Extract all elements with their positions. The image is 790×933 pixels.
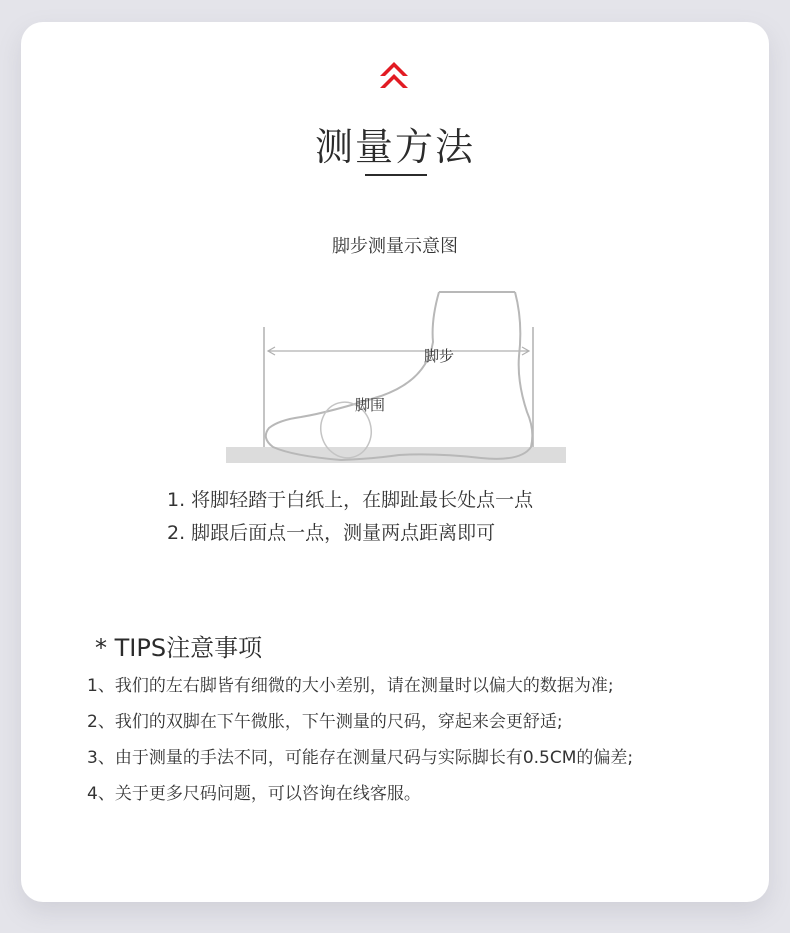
tips-list <box>87 668 633 812</box>
girth-label: 脚围 <box>355 396 386 414</box>
chevron-up-logo-icon <box>379 60 409 92</box>
tip-item: 2、我们的双脚在下午微胀，下午测量的尺码，穿起来会更舒适; <box>87 712 563 732</box>
page-title: 测量方法 <box>314 125 475 169</box>
tips-title: * TIPS注意事项 <box>95 634 263 662</box>
foot-measurement-diagram <box>221 262 571 467</box>
step-item: 1. 将脚轻踏于白纸上，在脚趾最长处点一点 <box>167 489 534 511</box>
measurement-steps <box>167 484 533 550</box>
tip-item: 3、由于测量的手法不同，可能存在测量尺码与实际脚长有0.5CM的偏差; <box>87 748 634 768</box>
tip-item: 1、我们的左右脚皆有细微的大小差别，请在测量时以偏大的数据为准; <box>87 676 614 696</box>
measurement-card <box>21 22 769 902</box>
foot-outline <box>266 292 533 460</box>
title-underline <box>365 174 427 176</box>
diagram-caption: 脚步测量示意图 <box>332 236 458 257</box>
tip-item: 4、关于更多尺码问题，可以咨询在线客服。 <box>87 784 421 804</box>
instep-label: 脚步 <box>424 347 455 365</box>
step-item: 2. 脚跟后面点一点，测量两点距离即可 <box>167 522 496 544</box>
